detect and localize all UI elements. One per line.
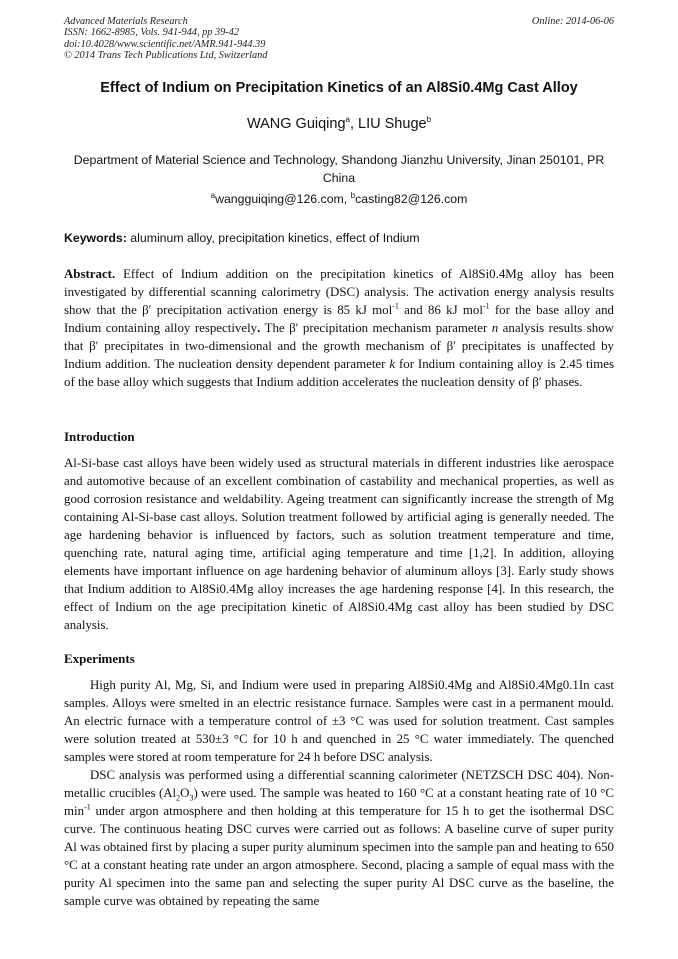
email-separator: , bbox=[343, 192, 351, 206]
author-affil-mark: a bbox=[345, 115, 350, 125]
abstract-period: . bbox=[257, 321, 261, 335]
paper-title: Effect of Indium on Precipitation Kinetics of an Al8Si0.4Mg Cast Alloy bbox=[100, 80, 578, 96]
keywords-text: aluminum alloy, precipitation kinetics, effect of Indium bbox=[130, 231, 420, 245]
subscript: 2 bbox=[176, 793, 181, 803]
email-address: wangguiqing@126.com bbox=[215, 192, 344, 206]
param-n: n bbox=[491, 321, 499, 335]
author-separator: , bbox=[349, 116, 359, 132]
introduction-text: Al-Si-base cast alloys have been widely used as structural materials in different industries like aerospace and automotive because of an excellent combination of castability and mechanical properties, as well as good corrosion resistance and weldability. Ageing treatment can significantly increase the strength of Mg containing Al-Si-base cast alloys. Solution treatment followed by artificial aging is generally needed. The age hardening behavior is influenced by factors, such as solution treatment temperature and time, quenching rate, natural aging time, artificial aging temperature and time [1,2]. In addition, alloying elements have important influence on age hardening behavior of aluminum alloys [3]. Early study shows that Indium addition to Al8Si0.4Mg alloy increases the age hardening response [4]. In this research, the effect of Indium on the age precipitation kinetic of Al8Si0.4Mg cast alloy has been studied by DSC analysis. bbox=[64, 456, 614, 632]
email-address: casting82@126.com bbox=[355, 192, 468, 206]
param-k: k bbox=[389, 357, 396, 371]
author-name: WANG Guiqing bbox=[246, 116, 346, 132]
paragraph-text: O bbox=[180, 786, 190, 800]
abstract bbox=[64, 265, 614, 391]
paragraph-text: ) were used. The sample was heated to 160 °C at a constant heating rate of 10 °C min bbox=[64, 786, 614, 818]
subscript: 3 bbox=[189, 793, 194, 803]
author-name: LIU Shuge bbox=[358, 116, 427, 132]
abstract-text: for Indium containing alloy is 2.45 times of the base alloy which suggests that Indium addition accelerates the nucleation density of β′ phases. bbox=[64, 357, 614, 389]
abstract-text: and 86 kJ mol bbox=[398, 303, 483, 317]
abstract-label: Abstract. bbox=[64, 267, 116, 281]
doi-line: doi:10.4028/www.scientific.net/AMR.941-944.39 bbox=[64, 38, 266, 50]
abstract-text: for the base alloy and Indium containing alloy respectively bbox=[64, 303, 614, 335]
email-mark: b bbox=[350, 190, 356, 200]
introduction-heading: Introduction bbox=[64, 429, 135, 444]
keywords bbox=[64, 231, 614, 245]
email-line bbox=[64, 192, 614, 206]
abstract-text: Effect of Indium addition on the precipitation kinetics of Al8Si0.4Mg alloy has been investigated by differential scanning calorimetry (DSC) analysis. The activation energy analysis results show that the β′ precipitation activation energy is 85 kJ mol bbox=[64, 267, 614, 317]
issn-line: ISSN: 1662-8985, Vols. 941-944, pp 39-42 bbox=[64, 27, 240, 39]
experiments-heading: Experiments bbox=[64, 651, 135, 666]
experiments-paragraph-2 bbox=[64, 766, 614, 910]
author-list bbox=[40, 116, 638, 132]
superscript: -1 bbox=[482, 301, 490, 311]
affiliation: Department of Material Science and Technology, Shandong Jianzhu University, Jinan 250101, PR China bbox=[73, 153, 605, 185]
page-header bbox=[64, 16, 614, 61]
paragraph-text: under argon atmosphere and then holding at this temperature for 15 h to get the isothermal DSC curve. The continuous heating DSC curves were carried out as follows: A baseline curve of super purity Al was obtained first by placing a super purity aluminum specimen into the sample pan and heating to 650 °C at a constant heating rate under an argon atmosphere. Second, placing a sample of equal mass with the purity Al specimen into the same pan and selecting the super purity Al DSC curve as the baseline, the sample curve was obtained by repeating the same bbox=[64, 804, 614, 908]
abstract-text: The β′ precipitation mechanism parameter bbox=[260, 321, 492, 335]
email-mark: a bbox=[210, 190, 216, 200]
experiments-section bbox=[64, 676, 614, 910]
abstract-text: analysis results show that β′ precipitates in two-dimensional and the growth mechanism of β′ precipitates is unaffected by Indium addition. The nucleation density dependent parameter bbox=[64, 321, 614, 371]
journal-name: Advanced Materials Research bbox=[64, 16, 188, 27]
online-date: Online: 2014-06-06 bbox=[531, 16, 614, 27]
paragraph-text: DSC analysis was performed using a differential scanning calorimeter (NETZSCH DSC 404). Non-metallic crucibles (Al bbox=[64, 768, 614, 800]
copyright-line: © 2014 Trans Tech Publications Ltd, Switzerland bbox=[64, 49, 268, 61]
experiments-paragraph-1: High purity Al, Mg, Si, and Indium were used in preparing Al8Si0.4Mg and Al8Si0.4Mg0.1In cast samples. Alloys were smelted in an electric resistance furnace. Samples were cast in a permanent mould. An electric furnace with a temperature control of ±3 °C was used for solution treatment. Cast samples were solution treated at 530±3 °C for 10 h and quenched in 25 °C water immediately. The quenched samples were stored at room temperature for 24 h before DSC analysis. bbox=[64, 678, 614, 764]
author-affil-mark: b bbox=[426, 115, 432, 125]
superscript: -1 bbox=[84, 802, 91, 812]
keywords-label: Keywords: bbox=[64, 231, 127, 245]
superscript: -1 bbox=[392, 301, 399, 311]
